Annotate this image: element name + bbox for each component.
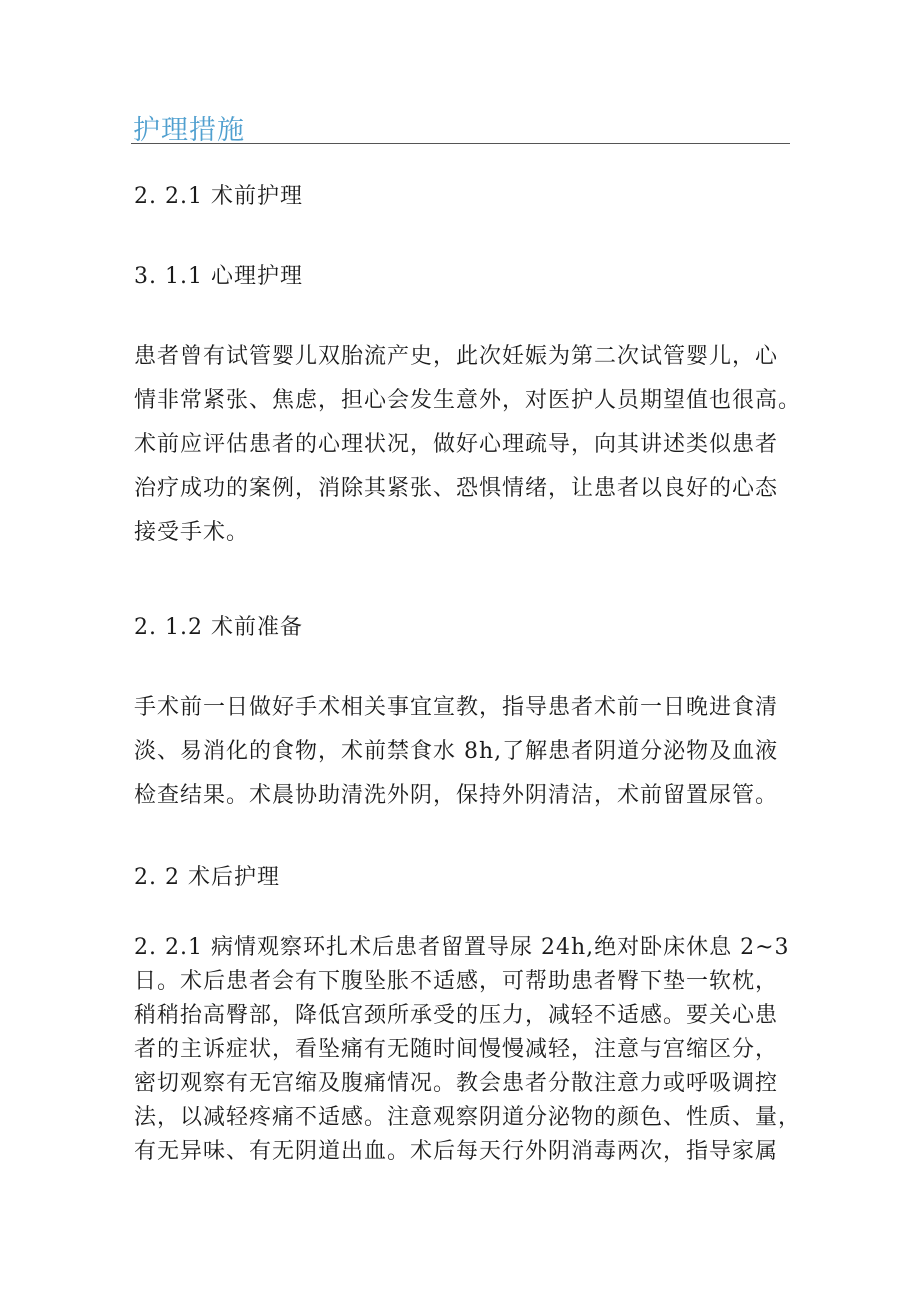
text-line: 手术前一日做好手术相关事宜宣教，指导患者术前一日晚进食清 — [134, 695, 779, 720]
text-line: 患者曾有试管婴儿双胎流产史，此次妊娠为第二次试管婴儿，心 — [134, 344, 779, 369]
text-line: 治疗成功的案例，消除其紧张、恐惧情绪，让患者以良好的心态 — [134, 476, 779, 501]
text-line: 检查结果。术晨协助清洗外阴，保持外阴清洁，术前留置尿管。 — [134, 783, 779, 808]
text-line: 稍稍抬高臀部，降低宫颈所承受的压力，减轻不适感。要关心患 — [134, 1003, 779, 1028]
heading-preop-care: 2. 2.1 术前护理 — [134, 184, 303, 209]
text-line: 有无异味、有无阴道出血。术后每天行外阴消毒两次，指导家属 — [134, 1139, 779, 1164]
heading-psych-care: 3. 1.1 心理护理 — [134, 264, 303, 289]
text-line: 法，以减轻疼痛不适感。注意观察阴道分泌物的颜色、性质、量， — [134, 1105, 802, 1130]
section-title: 护理措施 — [133, 115, 245, 146]
text-line: 密切观察有无宫缩及腹痛情况。教会患者分散注意力或呼吸调控 — [134, 1071, 779, 1096]
heading-preop-prep: 2. 1.2 术前准备 — [134, 615, 303, 640]
paragraph-preop-prep — [134, 693, 794, 825]
paragraph-psych-care — [134, 342, 802, 562]
text-line: 术前应评估患者的心理状况，做好心理疏导，向其讲述类似患者 — [134, 432, 779, 457]
text-line: 2. 2.1 病情观察环扎术后患者留置导尿 24h,绝对卧床休息 2~3 — [134, 935, 790, 960]
heading-postop-care: 2. 2 术后护理 — [134, 865, 280, 890]
text-line: 日。术后患者会有下腹坠胀不适感，可帮助患者臀下垫一软枕， — [134, 969, 779, 994]
title-divider — [131, 143, 790, 144]
text-line: 情非常紧张、焦虑，担心会发生意外，对医护人员期望值也很高。 — [134, 388, 802, 413]
paragraph-postop-observation — [134, 933, 802, 1171]
text-line: 者的主诉症状，看坠痛有无随时间慢慢减轻，注意与宫缩区分， — [134, 1037, 779, 1062]
text-line: 淡、易消化的食物，术前禁食水 8h,了解患者阴道分泌物及血液 — [134, 739, 779, 764]
text-line: 接受手术。 — [134, 520, 250, 545]
